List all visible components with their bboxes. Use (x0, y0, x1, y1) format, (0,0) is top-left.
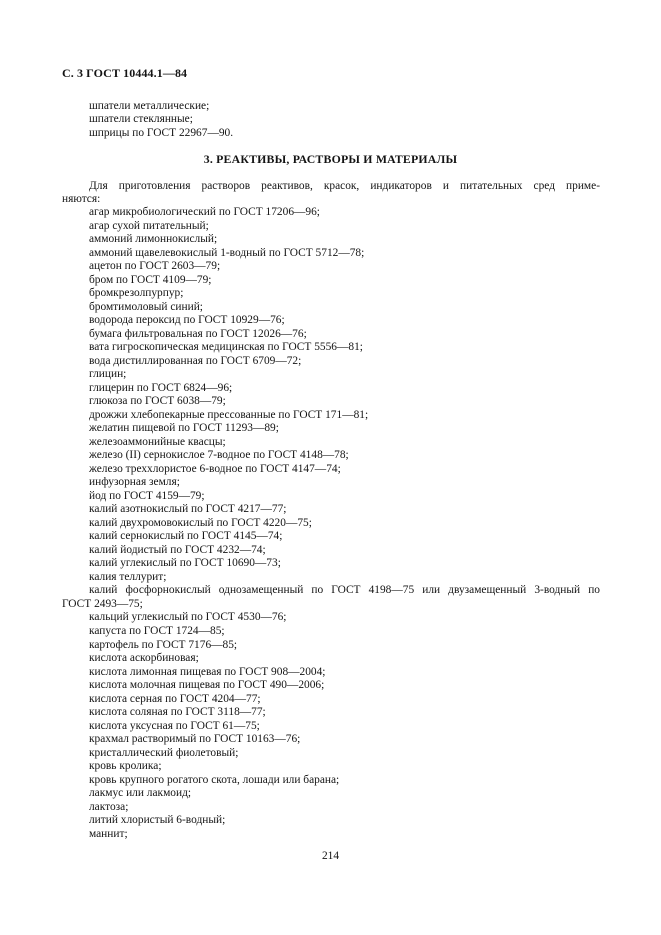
list-item: кальций углекислый по ГОСТ 4530—76; (89, 611, 287, 624)
list-item: кристаллический фиолетовый; (89, 746, 239, 759)
list-item: кровь крупного рогатого скота, лошади или барана; (89, 773, 340, 786)
intro-line: няются: (62, 193, 101, 206)
intro-paragraph (62, 180, 600, 207)
list-item: желатин пищевой по ГОСТ 11293—89; (89, 422, 279, 435)
list-item: литий хлористый 6-водный; (89, 814, 226, 827)
section-title: 3. РЕАКТИВЫ, РАСТВОРЫ И МАТЕРИАЛЫ (203, 152, 458, 166)
page-header: С. 3 ГОСТ 10444.1—84 (62, 66, 188, 80)
list-item: калия теллурит; (89, 570, 167, 583)
equipment-list-continued (89, 100, 233, 140)
list-item: бромкрезолпурпур; (89, 287, 184, 300)
page-number: 214 (321, 850, 340, 862)
list-item: кислота лимонная пищевая по ГОСТ 908—2004; (89, 665, 326, 678)
list-item: калий сернокислый по ГОСТ 4145—74; (89, 530, 283, 543)
list-item: калий углекислый по ГОСТ 10690—73; (89, 557, 281, 570)
list-item: железо треххлористое 6-водное по ГОСТ 4147—74; (89, 462, 341, 475)
list-item: кровь кролика; (89, 760, 162, 773)
list-item: шприцы по ГОСТ 22967—90. (89, 126, 234, 139)
list-item: агар сухой питательный; (89, 219, 209, 232)
list-item: калий йодистый по ГОСТ 4232—74; (89, 543, 266, 556)
list-item: картофель по ГОСТ 7176—85; (89, 638, 238, 651)
list-item: глюкоза по ГОСТ 6038—79; (89, 395, 226, 408)
list-item: кислота аскорбиновая; (89, 652, 199, 665)
list-item: крахмал растворимый по ГОСТ 10163—76; (89, 733, 301, 746)
intro-line: Для приготовления растворов реактивов, красок, индикаторов и питательных сред приме- (89, 180, 600, 192)
list-item: вода дистиллированная по ГОСТ 6709—72; (89, 354, 302, 367)
list-item: кислота молочная пищевая по ГОСТ 490—2006; (89, 679, 325, 692)
list-item: кислота серная по ГОСТ 4204—77; (89, 692, 261, 705)
list-item-wrapped (62, 584, 600, 611)
list-item: шпатели металлические; (89, 100, 210, 112)
list-item: инфузорная земля; (89, 476, 180, 489)
list-item: бромтимоловый синий; (89, 300, 203, 313)
list-item: железоаммонийные квасцы; (89, 435, 226, 448)
reagents-list (62, 206, 600, 841)
list-item: агар микробиологический по ГОСТ 17206—96; (89, 206, 320, 218)
list-item: дрожжи хлебопекарные прессованные по ГОСТ 171—81; (89, 408, 369, 421)
list-item: калий двухромовокислый по ГОСТ 4220—75; (89, 516, 312, 529)
list-item: глицин; (89, 368, 127, 381)
list-item: йод по ГОСТ 4159—79; (89, 489, 205, 502)
list-item: аммоний щавелевокислый 1-водный по ГОСТ 5712—78; (89, 246, 365, 259)
list-item: маннит; (89, 827, 128, 840)
list-item: лакмус или лакмоид; (89, 787, 192, 800)
list-item: кислота соляная по ГОСТ 3118—77; (89, 706, 266, 719)
list-item: ацетон по ГОСТ 2603—79; (89, 260, 221, 273)
list-item: глицерин по ГОСТ 6824—96; (89, 381, 233, 394)
list-item: вата гигроскопическая медицинская по ГОСТ 5556—81; (89, 341, 363, 354)
list-item: калий азотнокислый по ГОСТ 4217—77; (89, 503, 287, 516)
list-item: водорода пероксид по ГОСТ 10929—76; (89, 314, 285, 327)
list-item: кислота уксусная по ГОСТ 61—75; (89, 719, 260, 732)
list-item: аммоний лимоннокислый; (89, 233, 218, 246)
list-item: шпатели стеклянные; (89, 113, 193, 126)
list-item-line: калий фосфорнокислый однозамещенный по ГОСТ 4198—75 или двузамещенный 3-водный по (89, 584, 600, 597)
list-item: капуста по ГОСТ 1724—85; (89, 624, 225, 637)
list-item: бумага фильтровальная по ГОСТ 12026—76; (89, 327, 307, 340)
list-item: лактоза; (89, 800, 129, 813)
list-item: железо (II) сернокислое 7-водное по ГОСТ 4148—78; (89, 449, 349, 462)
list-item-line: ГОСТ 2493—75; (62, 597, 143, 610)
list-item: бром по ГОСТ 4109—79; (89, 273, 212, 286)
